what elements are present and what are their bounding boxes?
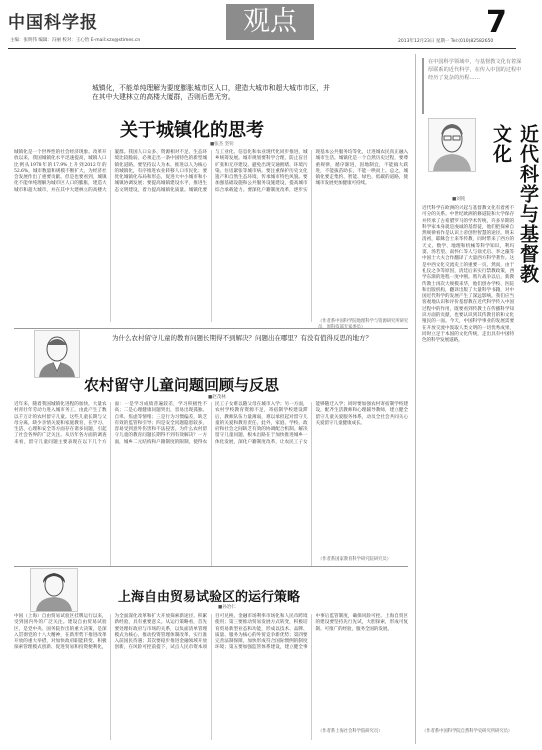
divider [14, 566, 408, 567]
dateline: 2013年12月23日 星期一 Tel:(010)82582650 [398, 39, 494, 44]
article2-headline: 农村留守儿童问题回顾与反思 [84, 376, 280, 394]
sidebar-headline: 近代科学与基督教文化 [490, 124, 539, 284]
author-portrait [428, 118, 476, 172]
article2-body: 近年来，随着我国城镇化进程的加快，大量农村青壮年劳动力进入城市务工，由此产生了数以千万计的农村留守儿童。这些儿童长期与父母分离，缺少亲情关爱和家庭教育，在学习、生活、心理和安全等方面存在诸多问题，引起了社会各界的广泛关注。从历年各方面的调查来看，留守儿童问题主要表现在以下几个方面：一是学习成绩普遍较差，学习积极性不高；二是心理健康问题突出，容易出现孤独、自卑、焦虑等情绪；三是行为习惯偏差，缺乏有效的监管和引导；四是安全问题隐患较多，容易受到意外伤害和不法侵害。为什么农村留守儿童的教育问题长期得不到有效解决？一方面，城乡二元结构和户籍制度的限制，使得农民工子女难以随父母在城市入学；另一方面，农村学校教育资源不足，寄宿制学校建设滞后，教师队伍力量薄弱，难以承担起对留守儿童的关爱和教育责任。此外，家庭、学校、政府和社会之间缺乏有效的协调配合机制。解决留守儿童问题，根本出路在于加快推进城乡一体化发展，深化户籍制度改革，让农民工子女能够随迁入学；同时要加强农村寄宿制学校建设，配齐生活教师和心理辅导教师，建立健全留守儿童关爱服务体系，动员全社会共同关心关爱留守儿童健康成长。 [14, 402, 408, 445]
article2-pull-quote: 为什么农村留守儿童的教育问题长期得不到解决？问题出在哪里？有没有值得反思的地方？ [112, 334, 372, 342]
article3-author-note: （作者系上海社会科学院研究员） [318, 729, 383, 734]
article1-byline: ■张杰 坚钊 [210, 142, 234, 147]
article3-headline: 上海自由贸易试验区的运行策略 [118, 590, 301, 605]
sidebar-byline: ■刘钝 [452, 197, 466, 202]
divider [14, 328, 408, 329]
sidebar-intro: 在中国科学领域中，与基督教文化有着深厚联系的近代科学，在传入中国的过程中经历了复杂的历程…… [422, 58, 522, 114]
article1-headline: 关于城镇化的思考 [120, 120, 264, 141]
article1-body: 城镇化是一个世界性的社会经济现象。改革开放以来，我国城镇化水平迅速提高，城镇人口比例从1978年的17.9%上升到2012年的52.6%，城市数量和规模不断扩大，为经济社会发展作出了重要贡献。但是也要看到，城镇化不能单纯理解为城市区人口的膨胀，建造大城市和超大城市，并在其中大建林立的高楼大厦群。我国人口众多、资源相对不足、生态环境比较脆弱，必须走出一条中国特色的新型城镇化道路。要坚持以人为本，推进以人为核心的城镇化，有序推进农业转移人口市民化；要优化城镇化布局和形态，促进大中小城市和小城镇协调发展；要提高城镇建设水平，推进生态文明建设，着力提高城镇化质量。城镇化要与工业化、信息化和农业现代化同步推进，城乡统筹发展。城市规划要科学合理，防止盲目扩张和无序建设，避免出现交通拥堵、环境污染、住房紧张等城市病。要注重保护历史文化遗产和自然生态环境，传承城市特色风貌。要加强基础设施和公共服务设施建设，提高城市综合承载能力。要深化户籍制度改革，逐步实现基本公共服务均等化，让进城农民真正融入城市生活。城镇化是一个自然历史过程，要尊重规律，循序渐进，因地制宜，不能搞大跃进，不能拔苗助长，不能一哄而上。总之，城镇化要走集约、智能、绿色、低碳的道路，使城市发展更加健康可持续。 [14, 150, 408, 193]
staff-line: 主编：张明伟 编辑：冯丽 校对：王心怡 E-mail:xzx@stimes.cn [10, 38, 141, 43]
author-portrait [30, 568, 78, 612]
article1-author-note: （作者系中国科学院地理科学与资源研究所研究 [318, 319, 409, 324]
page-number: 7 [486, 5, 507, 40]
sidebar-author-note: （作者系中国科学院自然科学史研究所研究员） [422, 729, 513, 734]
article2-author-note: （作者系国家教育科学研究院研究员） [318, 557, 392, 562]
article3-body: 中国（上海）自由贸易试验区挂牌运行以来，受到国内外的广泛关注。建设自由贸易试验区，是党中央、国务院作出的重大决策，是深入贯彻党的十八大精神，在新形势下推进改革开放的重大举措，对加快政府职能转变、积极探索管理模式创新、促进贸易和投资便利化，为全面深化改革和扩大开放探索新途径、积累新经验，具有重要意义。从运行策略看，首先要处理好政府与市场的关系，以负面清单管理模式为核心，推动投资管理体制改革，实行准入前国民待遇；其次要稳步推进金融领域开放创新，在风险可控前提下，试点人民币资本项目可兑换、金融市场利率市场化和人民币跨境使用；第三要推动贸易发展方式转变，积极培育贸易新型业态和功能，形成以技术、品牌、质量、服务为核心的外贸竞争新优势；第四要完善法制保障，加快形成符合国际惯例的制度环境；第五要加强监管体系建设，建立健全事中事后监管制度，确保风险可控。上海自贸区的建设要坚持先行先试，大胆探索，形成可复制、可推广的经验，服务全国的发展。 [14, 614, 408, 651]
sidebar-divider [415, 54, 416, 744]
newspaper-logo: 中国科学报 [8, 13, 98, 33]
article2-byline: ■赵茂林 [208, 395, 226, 400]
author-portrait [34, 330, 80, 378]
section-title: 观点 [226, 4, 314, 40]
article1-lead: 城镇化，不能单纯理解为要度膨胀城市区人口，建造大城市和超大城市市区，并在其中大建林立的高楼大厦群，否则后患无穷。 [92, 84, 330, 101]
sidebar-body: 近代科学在欧洲的兴起与基督教文化有着密不可分的关系。中世纪欧洲的修道院和大学保存并传承了古希腊罗马的学术传统，许多早期的科学家本身就是虔诚的基督徒，他们把探索自然规律看作是认识上帝创世智慧的途径。明末清初，耶稣会士来华传教，同时带来了西方的天文、数学、地理和机械等科学知识，利玛窦、汤若望、南怀仁等人与徐光启、李之藻等中国士大夫合作翻译了大量西方科学著作。这是中西文化交流史上的重要一页。然而，由于礼仪之争等原因，清廷后来实行禁教政策，西学东渐的进程一度中断。鸦片战争以后，新教传教士再次大规模来华，他们创办学校、医院和出版机构，翻译出版了大量科学书籍，对中国近代科学的发展产生了深远影响。我们应当客观地认识和评价基督教在近代科学传入中国过程中的作用，既要看到传教士在传播科学知识方面的贡献，也要认识到其传教目的和文化殖民的一面。今天，中国科学事业的发展需要在开放交流中汲取人类文明的一切优秀成果，同时立足于本国的文化传统，走出具有中国特色的科学发展道路。 [422, 206, 514, 344]
article3-byline: ■孙冶仁 [218, 605, 236, 610]
masthead-rule [8, 48, 516, 49]
